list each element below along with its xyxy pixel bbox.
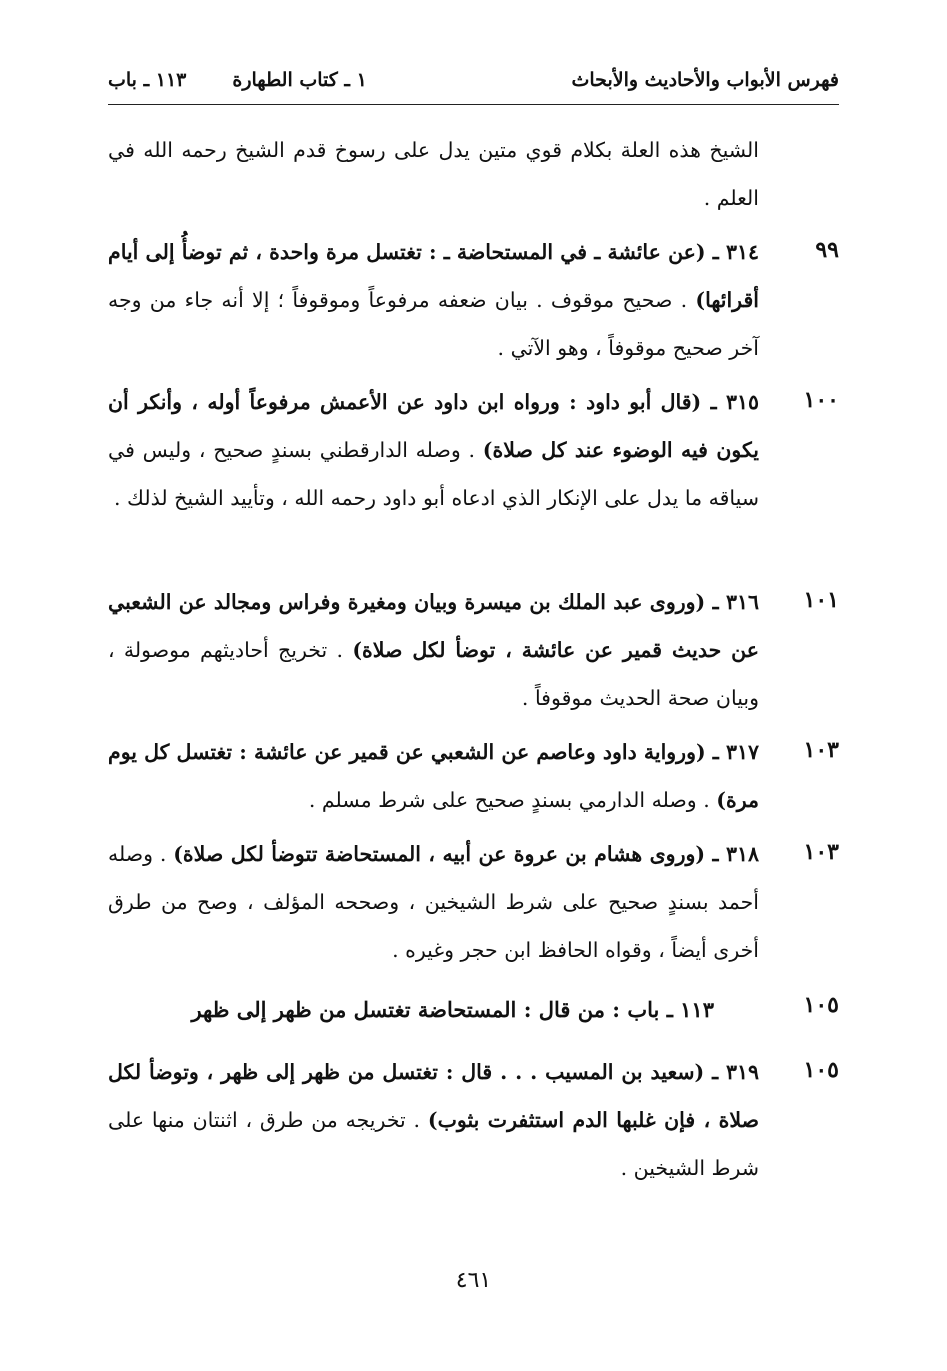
- header-book: ١ ـ كتاب الطهارة: [232, 69, 367, 91]
- entry-page-number: ١٠٣: [803, 839, 839, 865]
- entry-commentary: . وصله أحمد بسندٍ صحيح على شرط الشيخين ، وصححه المؤلف ، وصح من طرق أخرى أيضاً ، وقواه الحافظ ابن حجر وغيره .: [108, 842, 759, 962]
- entry-hadith-text: ٣١٤ ـ (عن عائشة ـ في المستحاضة ـ : تغتسل مرة واحدة ، ثم توضأُ إلى أيام أقرائها): [108, 240, 759, 312]
- entry-hadith-text: ٣١٧ ـ (ورواية داود وعاصم عن الشعبي عن قمير عن عائشة : تغتسل كل يوم مرة): [108, 740, 759, 812]
- entry-commentary: . وصله الدارقطني بسندٍ صحيح ، وليس في سياقه ما يدل على الإنكار الذي ادعاه أبو داود رحمه الله ، وتأييد الشيخ لذلك .: [108, 438, 759, 510]
- running-header: [108, 62, 839, 98]
- subheading-title: ١١٣ ـ باب : من قال : المستحاضة تغتسل من ظهر إلى ظهر: [191, 997, 714, 1022]
- subheading-page-number: ١٠٥: [803, 992, 839, 1018]
- header-rule: [108, 104, 839, 105]
- entry-page-number: ١٠٥: [803, 1057, 839, 1083]
- entry-commentary: . تخريج أحاديثهم موصولة ، وبيان صحة الحديث موقوفاً .: [108, 638, 759, 710]
- entry-commentary: . وصله الدارمي بسندٍ صحيح على شرط مسلم .: [308, 788, 717, 812]
- entry-hadith-text: ٣١٩ ـ (سعيد بن المسيب . . . قال : تغتسل من ظهر إلى ظهر ، وتوضأ لكل صلاة ، فإن غلبها الدم استثفرت بثوب): [108, 1060, 760, 1132]
- entry-page-number: ٩٩: [815, 237, 839, 263]
- entry-commentary: . تخريجه من طرق ، اثنتان منها على شرط الشيخين .: [108, 1108, 759, 1180]
- entry-page-number: ١٠٣: [803, 737, 839, 763]
- chapter-subheading: [108, 990, 839, 1030]
- entry-page-number: ١٠٠: [803, 387, 839, 413]
- header-chapter: ١١٣ ـ باب: [108, 69, 187, 91]
- entry-commentary: . صحيح موقوف . بيان ضعفه مرفوعاً وموقوفاً ؛ إلا أنه جاء من وجه آخر صحيح موقوفاً ، وهو الآتي .: [108, 288, 759, 360]
- entry-hadith-text: ٣١٨ ـ (وروى هشام بن عروة عن أبيه ، المستحاضة تتوضأ لكل صلاة): [173, 842, 759, 866]
- entry-hadith-text: ٣١٦ ـ (وروى عبد الملك بن ميسرة وبيان ومغيرة وفراس ومجالد عن الشعبي عن حديث قمير عن عائشة ، توضأ لكل صلاة): [108, 590, 760, 662]
- entry-page-number: ١٠١: [803, 587, 839, 613]
- entry-hadith-text: ٣١٥ ـ (قال أبو داود : ورواه ابن داود عن الأعمش مرفوعاً أوله ، وأنكر أن يكون فيه الوضوء عند كل صلاة): [108, 390, 760, 462]
- continuation-text: الشيخ هذه العلة بكلام قوي متين يدل على رسوخ قدم الشيخ رحمه الله في العلم .: [108, 138, 759, 210]
- page-folio: ٤٦١: [455, 1268, 492, 1293]
- header-title: فهرس الأبواب والأحاديث والأبحاث: [571, 69, 839, 91]
